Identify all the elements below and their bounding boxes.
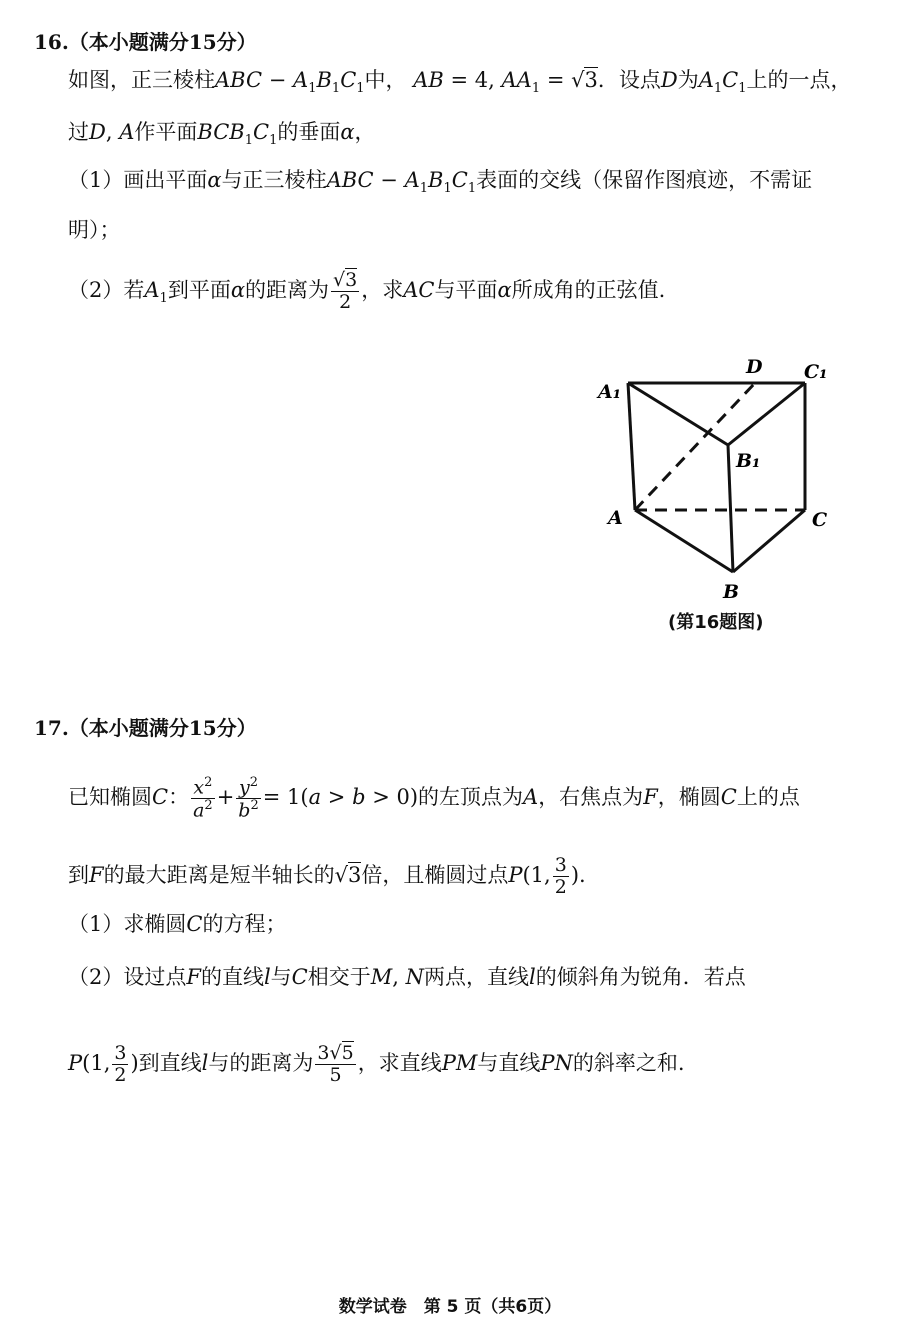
fraction-3-over-2-b: $\frac{3}{2}$ xyxy=(114,1042,127,1086)
edge-b1c1 xyxy=(728,383,805,445)
fraction-x2-a2: $\frac{x^2}{a^2}$ xyxy=(193,775,213,822)
fraction-3-over-2: $\frac{3}{2}$ xyxy=(554,854,567,898)
fraction-3sqrt5-over-5: $\frac{3√5}{5}$ xyxy=(317,1042,354,1086)
edge-bc xyxy=(733,510,805,572)
fraction-sqrt3-over-2: $\frac{√3}{2}$ xyxy=(333,269,358,313)
q16-part1-cont: 明）； xyxy=(68,218,121,242)
label-b: B xyxy=(723,581,740,603)
segment-ad-hidden xyxy=(635,383,755,510)
q17-line1: 已知椭圆C： $\frac{x^2}{a^2}$ + $\frac{y^2}{b^2}$ = 1(a > b > 0)的左顶点为A，右焦点为F，椭圆C上的点 xyxy=(68,775,800,822)
figure-caption: (第16题图) xyxy=(668,612,764,633)
label-b1: B₁ xyxy=(736,450,761,472)
q17-line2: 到F的最大距离是短半轴长的√3倍，且椭圆过点P(1, $\frac{3}{2}$ ). xyxy=(68,854,586,898)
label-d: D xyxy=(746,356,763,378)
q17-header: 17.（本小题满分15分） xyxy=(34,716,257,740)
page-footer: 数学试卷 第 5 页（共6页） xyxy=(338,1297,562,1317)
fraction-y2-b2: $\frac{y^2}{b^2}$ xyxy=(238,775,259,822)
q16-part1: （1）画出平面α与正三棱柱ABC − $A_1B_1C_1$表面的交线（保留作图痕迹，不需证 xyxy=(68,168,813,197)
q17-part1: （1）求椭圆C的方程； xyxy=(68,912,287,936)
q16-line2: 过D, A作平面$BCB_1C_1$的垂面α， xyxy=(68,120,376,149)
label-a1: A₁ xyxy=(598,381,622,403)
edge-a1b1 xyxy=(628,383,728,445)
q16-line1: 如图，正三棱柱ABC − $A_1B_1C_1$中， AB = 4, $AA_1 = √3$．设点D为$A_1C_1$上的一点， xyxy=(68,68,852,97)
prism-figure xyxy=(590,350,850,610)
q17-part2: （2）设过点F的直线l与C相交于M, N两点，直线l的倾斜角为锐角．若点 xyxy=(68,965,746,989)
label-a: A xyxy=(608,507,623,529)
q17-part2-cont: P(1, $\frac{3}{2}$ )到直线l与的距离为 $\frac{3√5}{5}$ ，求直线PM与直线PN的斜率之和. xyxy=(68,1042,685,1086)
edge-b1b xyxy=(728,445,733,572)
edge-ab xyxy=(635,510,733,572)
q16-header: 16.（本小题满分15分） xyxy=(34,30,257,54)
label-c1: C₁ xyxy=(804,361,828,383)
label-c: C xyxy=(812,509,828,531)
edge-a1a xyxy=(628,383,635,510)
q16-part2: （2）若$A_1$到平面α的距离为 $\frac{√3}{2}$ ，求AC与平面α所成角的正弦值. xyxy=(68,269,666,313)
